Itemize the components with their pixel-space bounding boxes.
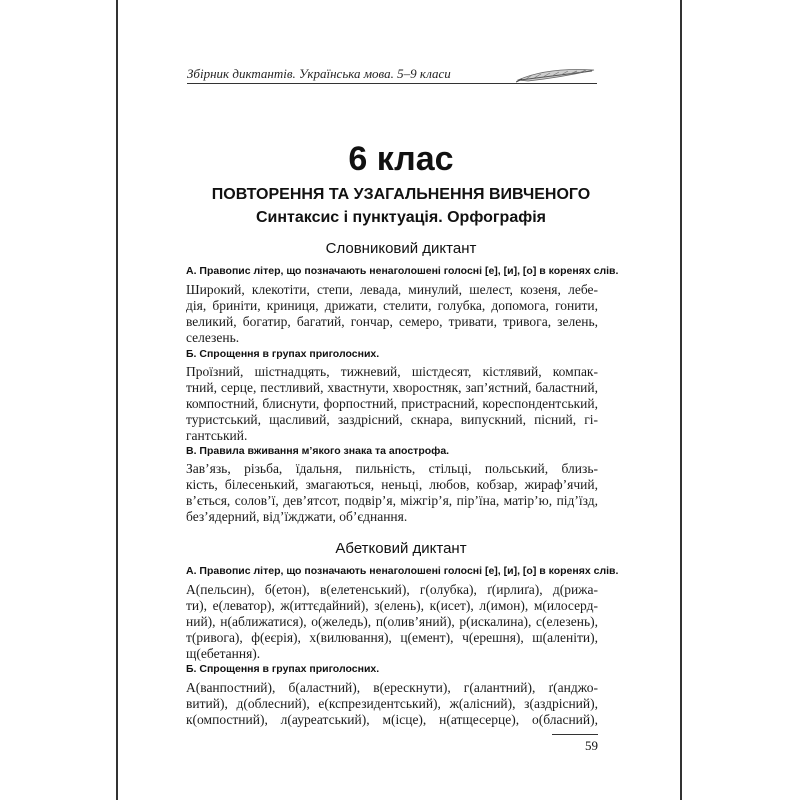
chapter-title: 6 клас — [348, 140, 454, 178]
text-line: туристський, щасливий, заздрісний, скнара, випускний, пісний, гі- — [186, 412, 598, 427]
task-heading: А. Правопис літер, що позначають ненаголошені голосні [е], [и], [о] в коренях слів. — [186, 565, 619, 577]
text-line: витий), д(облесний), е(кспрезидентський), ж(алісний), з(аздрісний), — [186, 696, 598, 711]
text-line: ний), н(аближатися), о(желедь), п(олив’яний), р(искалина), с(елезень), — [186, 614, 598, 629]
text-line: А(пельсин), б(етон), в(елетенський), г(олубка), ґ(ирлиґа), д(рижа- — [186, 582, 598, 597]
task-heading: В. Правила вживання м’якого знака та апострофа. — [186, 445, 450, 457]
block-heading: Словниковий диктант — [325, 240, 477, 257]
task-heading: Б. Спрощення в групах приголосних. — [186, 663, 380, 675]
running-header: Збірник диктантів. Українська мова. 5–9 класи — [187, 66, 597, 84]
text-line: Проїзний, шістнадцять, тижневий, шістдесят, кістлявий, компак- — [186, 364, 598, 379]
text-line: великий, богатир, багатий, гончар, семеро, тривати, тривога, зелень, — [186, 314, 598, 329]
block-heading: Абетковий диктант — [335, 540, 467, 557]
text-line: щ(ебетання). — [186, 646, 261, 661]
subsection-title: Синтаксис і пунктуація. Орфографія — [255, 209, 546, 226]
book-page — [116, 0, 682, 800]
paragraph — [186, 364, 598, 444]
text-line: гантський. — [186, 428, 248, 443]
text-line: Широкий, клекотіти, степи, левада, минулий, шелест, козеня, лебе- — [186, 282, 598, 297]
feather-icon — [516, 66, 596, 86]
text-line: Зав’язь, різьба, їдальня, пильність, стільці, польський, близь- — [186, 461, 598, 476]
text-line: селезень. — [186, 330, 240, 345]
paragraph — [186, 282, 598, 346]
text-line: компостний, блиснути, форпостний, пристрасний, кореспондентський, — [186, 396, 598, 411]
text-line: в’ється, солов’ї, дев’ятсот, подвір’я, міжгір’я, пір’їна, матір’ю, під’їзд, — [186, 493, 598, 508]
text-line: ти), е(леватор), ж(иттєдайний), з(елень), к(исет), л(имон), м(илосерд- — [186, 598, 598, 613]
task-heading: А. Правопис літер, що позначають ненаголошені голосні [е], [и], [о] в коренях слів. — [186, 265, 619, 277]
paragraph — [186, 680, 598, 728]
footer-rule — [552, 734, 598, 735]
section-title: ПОВТОРЕННЯ ТА УЗАГАЛЬНЕННЯ ВИВЧЕНОГО — [211, 186, 591, 203]
text-line: без’ядерний, від’їжджати, об’єднання. — [186, 509, 408, 524]
text-line: т(ривога), ф(еєрія), х(вилювання), ц(емент), ч(ерешня), ш(аленіти), — [186, 630, 598, 645]
text-line: дія, бриніти, криниця, дрижати, стелити, голубка, допомога, гонити, — [186, 298, 598, 313]
text-line: тний, серце, пестливий, хвастнути, хворостняк, зап’ястний, баластний, — [186, 380, 598, 395]
text-line: к(омпостний), л(ауреатський), м(ісце), н(атщесерце), о(бласний), — [186, 712, 598, 727]
paragraph — [186, 461, 598, 525]
text-line: кість, білесенький, змагаються, неньці, любов, кобзар, жираф’ячий, — [186, 477, 598, 492]
text-line: А(ванпостний), б(аластний), в(ерескнути), г(алантний), ґ(анджо- — [186, 680, 598, 695]
task-heading: Б. Спрощення в групах приголосних. — [186, 348, 380, 360]
paragraph — [186, 582, 598, 662]
page-number: 59 — [585, 738, 598, 753]
